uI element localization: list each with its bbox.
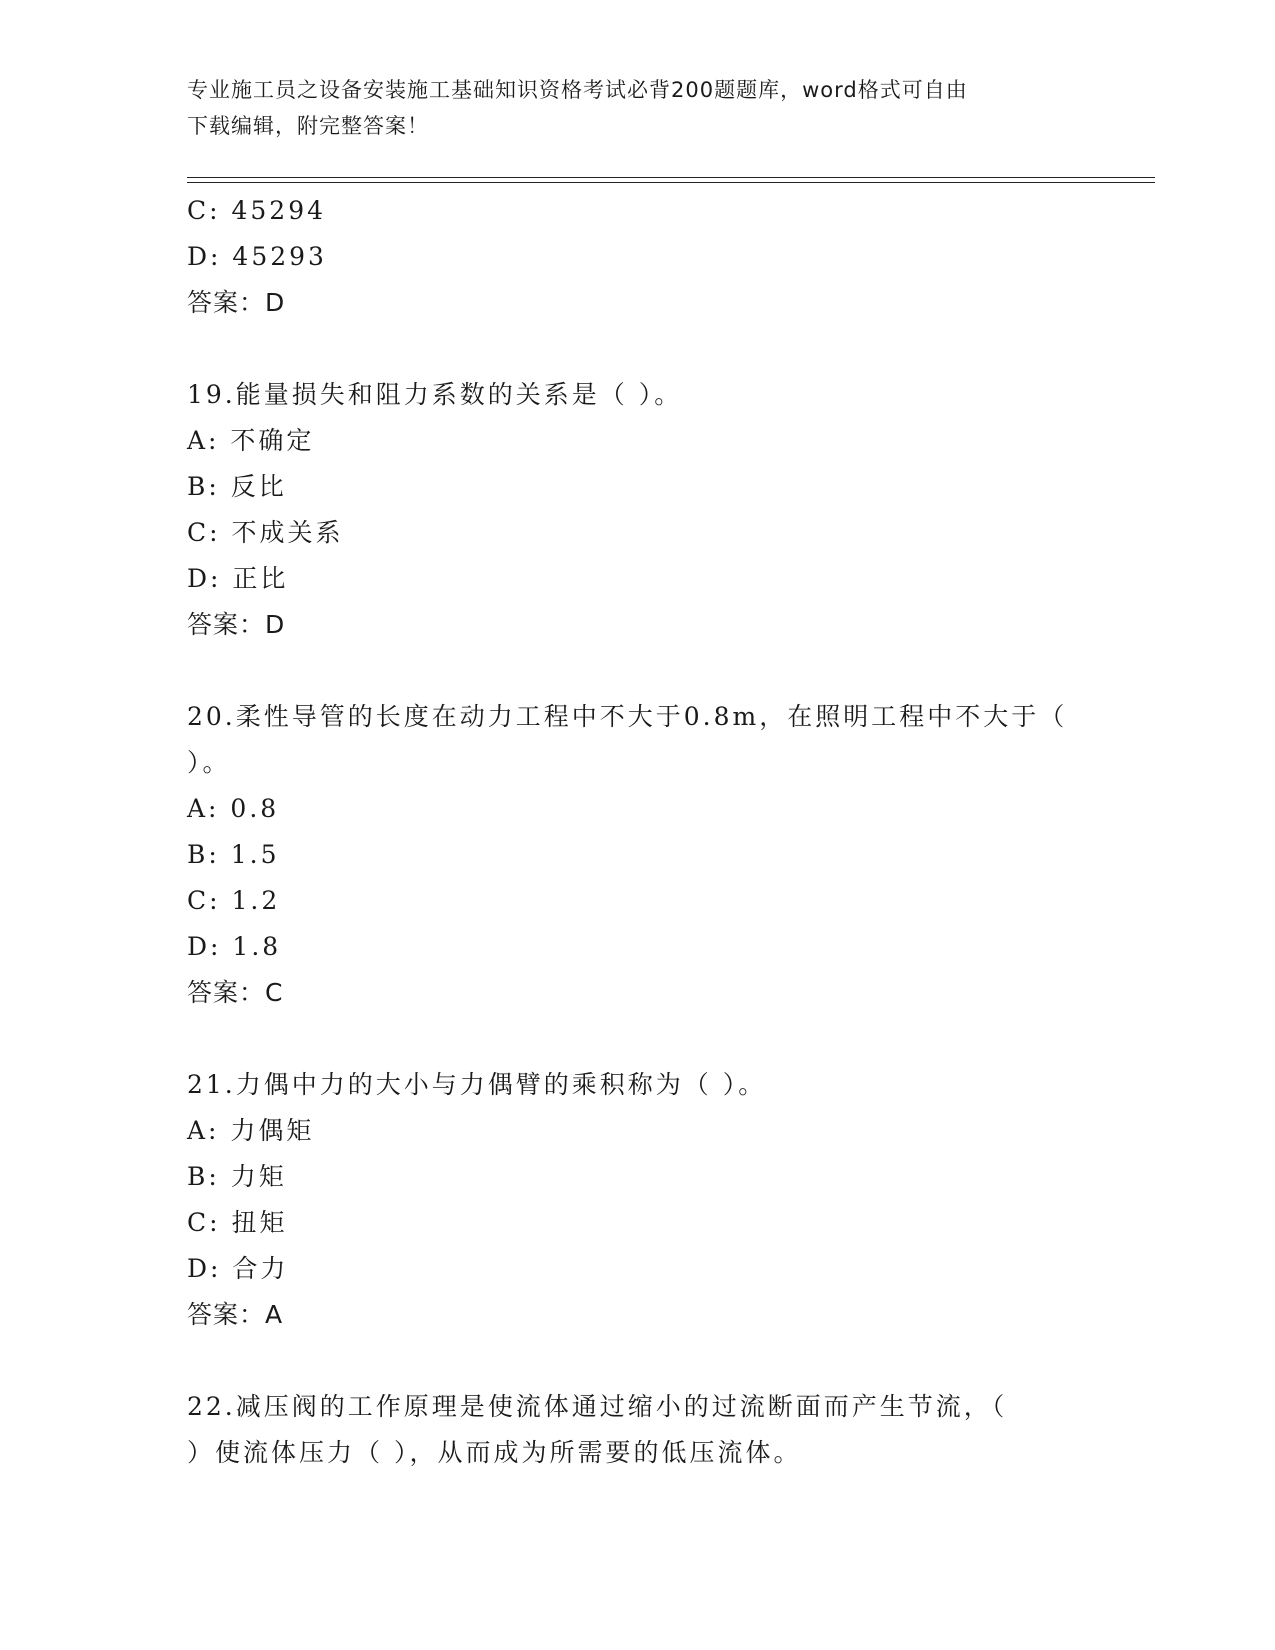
question-22 [187, 1384, 1087, 1476]
question-text: 22.减压阀的工作原理是使流体通过缩小的过流断面而产生节流，（ [187, 1392, 1008, 1421]
answer-line: 答案：D [187, 288, 286, 317]
question-20 [187, 694, 1087, 1016]
option-c: C: 扭矩 [187, 1208, 288, 1237]
question-text: 21.力偶中力的大小与力偶臂的乘积称为（ ）。 [187, 1070, 767, 1099]
question-text: 20.柔性导管的长度在动力工程中不大于0.8m，在照明工程中不大于（ [187, 702, 1068, 731]
previous-question-tail [187, 188, 1087, 326]
option-b: B: 反比 [187, 472, 287, 501]
answer-line: 答案：A [187, 1300, 284, 1329]
question-19 [187, 372, 1087, 648]
header-title-line-2: 下载编辑，附完整答案！ [187, 114, 429, 138]
option-c: C: 不成关系 [187, 518, 344, 547]
header-divider [187, 182, 1155, 183]
option-a: A: 不确定 [187, 426, 315, 455]
option-d: D: 合力 [187, 1254, 289, 1283]
option-b: B: 1.5 [187, 840, 280, 869]
question-text: 19.能量损失和阻力系数的关系是（ ）。 [187, 380, 683, 409]
option-c: C: 1.2 [187, 886, 281, 915]
answer-line: 答案：C [187, 978, 284, 1007]
page-header [187, 72, 1087, 144]
question-text-continued: ）使流体压力（ ），从而成为所需要的低压流体。 [187, 1438, 802, 1467]
header-title-line-1: 专业施工员之设备安装施工基础知识资格考试必背200题题库，word格式可自由 [187, 78, 968, 102]
option-d: D: 45293 [187, 242, 327, 271]
answer-line: 答案：D [187, 610, 286, 639]
option-a: A: 力偶矩 [187, 1116, 315, 1145]
option-a: A: 0.8 [187, 794, 280, 823]
document-body [187, 188, 1087, 1476]
option-b: B: 力矩 [187, 1162, 287, 1191]
option-d: D: 正比 [187, 564, 289, 593]
question-text-continued: ）。 [187, 748, 231, 777]
option-d: D: 1.8 [187, 932, 282, 961]
header-divider [187, 177, 1155, 178]
option-c: C: 45294 [187, 196, 327, 225]
question-21 [187, 1062, 1087, 1338]
